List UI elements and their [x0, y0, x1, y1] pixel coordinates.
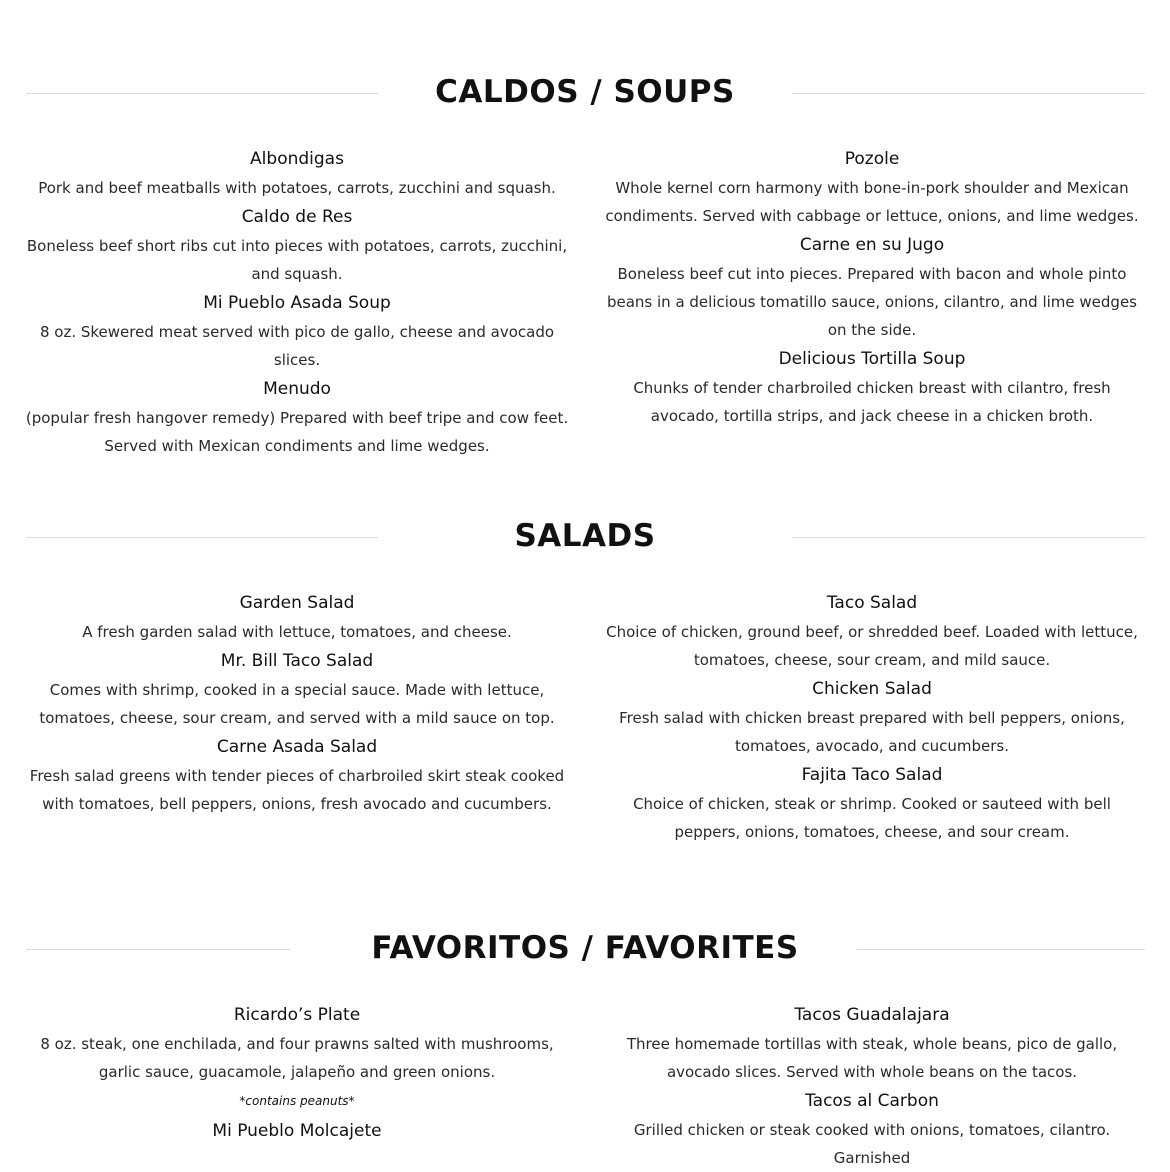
item-description: (popular fresh hangover remedy) Prepared with beef tripe and cow feet. Served with Mexican condiments and lime wedges. [25, 409, 569, 455]
item-name: Carne Asada Salad [216, 737, 378, 757]
item-name: Mi Pueblo Asada Soup [203, 293, 391, 313]
item-description: Comes with shrimp, cooked in a special sauce. Made with lettuce, tomatoes, cheese, sour cream, and served with a mild sauce on top. [39, 681, 555, 727]
allergy-note: *contains peanuts* [239, 1094, 355, 1108]
soups-right-column [600, 144, 1144, 430]
menu-item [600, 760, 1144, 846]
menu-item [24, 732, 570, 818]
item-name: Caldo de Res [241, 207, 353, 227]
menu-item [600, 230, 1144, 344]
item-name: Carne en su Jugo [799, 235, 945, 255]
item-description: Boneless beef cut into pieces. Prepared with bacon and whole pinto beans in a delicious tomatillo sauce, onions, cilantro, and lime wedges on the side. [606, 265, 1138, 339]
item-name: Taco Salad [826, 593, 918, 613]
item-name: Delicious Tortilla Soup [778, 349, 966, 369]
salads-heading-row [0, 508, 1170, 566]
item-name: Menudo [263, 379, 331, 399]
salads-section [0, 508, 1170, 841]
favorites-right-column [600, 1000, 1144, 1172]
item-name: Chicken Salad [812, 679, 932, 699]
soups-left-column [24, 144, 570, 460]
item-name: Fajita Taco Salad [801, 765, 943, 785]
menu-item [24, 1000, 570, 1116]
menu-item [600, 344, 1144, 430]
salads-title: SALADS [514, 518, 656, 554]
item-name: Mr. Bill Taco Salad [220, 651, 374, 671]
menu-item [600, 1000, 1144, 1086]
menu-item [600, 144, 1144, 230]
item-description: A fresh garden salad with lettuce, tomatoes, and cheese. [82, 623, 512, 641]
item-description: Choice of chicken, ground beef, or shredded beef. Loaded with lettuce, tomatoes, cheese, sour cream, and mild sauce. [606, 623, 1138, 669]
favorites-left-column [24, 1000, 570, 1146]
menu-item [24, 1116, 570, 1146]
favorites-section [0, 920, 1170, 1167]
item-description: 8 oz. steak, one enchilada, and four prawns salted with mushrooms, garlic sauce, guacamole, jalapeño and green onions. [40, 1035, 554, 1081]
item-name: Albondigas [250, 149, 344, 169]
item-description: Grilled chicken or steak cooked with onions, tomatoes, cilantro. Garnished [633, 1121, 1111, 1167]
item-description: Fresh salad with chicken breast prepared with bell peppers, onions, tomatoes, avocado, and cucumbers. [619, 709, 1125, 755]
favorites-heading-row [0, 920, 1170, 978]
menu-item [24, 288, 570, 374]
item-description: Choice of chicken, steak or shrimp. Cooked or sauteed with bell peppers, onions, tomatoes, cheese, and sour cream. [633, 795, 1111, 841]
item-name: Mi Pueblo Molcajete [212, 1121, 382, 1141]
menu-item [24, 144, 570, 202]
item-description: Chunks of tender charbroiled chicken breast with cilantro, fresh avocado, tortilla strips, and jack cheese in a chicken broth. [633, 379, 1111, 425]
menu-item [24, 646, 570, 732]
item-name: Tacos al Carbon [805, 1091, 939, 1111]
menu-item [600, 674, 1144, 760]
menu-item [24, 374, 570, 460]
item-name: Tacos Guadalajara [794, 1005, 950, 1025]
menu-item [24, 202, 570, 288]
item-description: Fresh salad greens with tender pieces of charbroiled skirt steak cooked with tomatoes, bell peppers, onions, fresh avocado and cucumbers. [29, 767, 565, 813]
item-description: Whole kernel corn harmony with bone-in-pork shoulder and Mexican condiments. Served with cabbage or lettuce, onions, and lime wedges. [605, 179, 1139, 225]
soups-section [0, 64, 1170, 455]
soups-heading-row [0, 64, 1170, 122]
salads-right-column [600, 588, 1144, 846]
menu-item [24, 588, 570, 646]
item-name: Ricardo’s Plate [233, 1005, 361, 1025]
item-description: 8 oz. Skewered meat served with pico de gallo, cheese and avocado slices. [39, 323, 555, 369]
item-description: Boneless beef short ribs cut into pieces with potatoes, carrots, zucchini, and squash. [26, 237, 568, 283]
menu-item [600, 588, 1144, 674]
salads-left-column [24, 588, 570, 818]
favorites-title: FAVORITOS / FAVORITES [371, 930, 799, 966]
item-description: Pork and beef meatballs with potatoes, carrots, zucchini and squash. [38, 179, 556, 197]
soups-title: CALDOS / SOUPS [435, 74, 735, 110]
item-description: Three homemade tortillas with steak, whole beans, pico de gallo, avocado slices. Served with whole beans on the tacos. [626, 1035, 1118, 1081]
menu-item [600, 1086, 1144, 1172]
item-name: Pozole [844, 149, 900, 169]
item-name: Garden Salad [239, 593, 355, 613]
